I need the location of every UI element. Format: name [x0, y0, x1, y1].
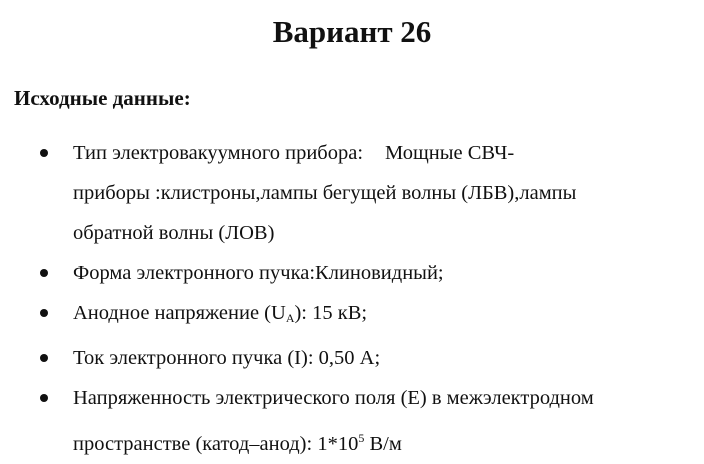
list-item-device-type: [0, 133, 704, 253]
list-item-field-strength: [0, 378, 704, 464]
bullet-icon: [40, 149, 48, 157]
bullet-icon: [40, 354, 48, 362]
item-line: [73, 293, 686, 338]
bullet-icon: [40, 309, 48, 317]
item-line: Ток электронного пучка (I): 0,50 А;: [73, 347, 381, 369]
item-value: Мощные СВЧ-: [385, 142, 515, 164]
parameter-list: [0, 133, 704, 464]
item-label: Тип электровакуумного прибора:: [73, 142, 364, 164]
item-line: Напряженность электрического поля (Е) в межэлектродном: [73, 387, 594, 409]
bullet-icon: [40, 269, 48, 277]
subscript-text: А: [285, 311, 295, 325]
section-heading: Исходные данные:: [14, 86, 191, 110]
item-line: [73, 418, 686, 464]
item-line: [73, 133, 686, 173]
list-item-anode-voltage: [0, 293, 704, 338]
list-item-beam-current: [0, 338, 704, 378]
list-item-beam-shape: [0, 253, 704, 293]
item-text: Анодное напряжение (U: [73, 302, 286, 324]
item-text: ): 15 кВ;: [294, 302, 368, 324]
item-text: В/м: [364, 433, 402, 455]
superscript-text: 5: [358, 431, 365, 445]
item-line: приборы :клистроны,лампы бегущей волны (ЛБВ),лампы: [73, 182, 577, 204]
item-text: пространстве (катод–анод): 1*10: [73, 433, 359, 455]
page-title: Вариант 26: [272, 14, 432, 49]
item-line: Форма электронного пучка:Клиновидный;: [73, 262, 444, 284]
item-line: обратной волны (ЛОВ): [73, 222, 275, 244]
bullet-icon: [40, 394, 48, 402]
